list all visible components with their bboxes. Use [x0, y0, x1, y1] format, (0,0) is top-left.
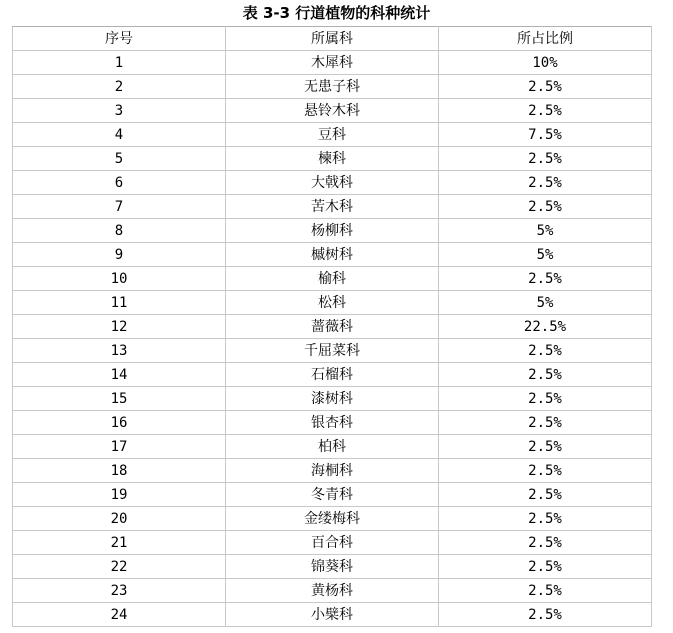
- cell-ratio: 2.5%: [439, 75, 652, 99]
- cell-serial-number: 14: [13, 363, 226, 387]
- header-ratio: 所占比例: [439, 27, 652, 51]
- cell-serial-number: 13: [13, 339, 226, 363]
- cell-family: 蔷薇科: [226, 315, 439, 339]
- table-row: [13, 195, 652, 219]
- table-header-row: [13, 27, 652, 51]
- cell-serial-number: 7: [13, 195, 226, 219]
- cell-ratio: 2.5%: [439, 483, 652, 507]
- cell-ratio: 2.5%: [439, 459, 652, 483]
- table-row: [13, 171, 652, 195]
- cell-family: 榆科: [226, 267, 439, 291]
- cell-family: 槭树科: [226, 243, 439, 267]
- cell-serial-number: 10: [13, 267, 226, 291]
- cell-serial-number: 1: [13, 51, 226, 75]
- cell-serial-number: 21: [13, 531, 226, 555]
- cell-ratio: 2.5%: [439, 507, 652, 531]
- header-serial-number: 序号: [13, 27, 226, 51]
- table-row: [13, 291, 652, 315]
- cell-family: 千屈菜科: [226, 339, 439, 363]
- cell-serial-number: 20: [13, 507, 226, 531]
- table-row: [13, 219, 652, 243]
- cell-family: 苦木科: [226, 195, 439, 219]
- cell-serial-number: 23: [13, 579, 226, 603]
- table-caption: 表 3-3 行道植物的科种统计: [242, 4, 431, 22]
- cell-serial-number: 3: [13, 99, 226, 123]
- cell-family: 悬铃木科: [226, 99, 439, 123]
- cell-family: 楝科: [226, 147, 439, 171]
- cell-ratio: 2.5%: [439, 579, 652, 603]
- table-row: [13, 147, 652, 171]
- cell-ratio: 2.5%: [439, 411, 652, 435]
- family-statistics-table: [12, 26, 652, 627]
- cell-serial-number: 16: [13, 411, 226, 435]
- table-row: [13, 99, 652, 123]
- cell-serial-number: 17: [13, 435, 226, 459]
- cell-family: 银杏科: [226, 411, 439, 435]
- cell-ratio: 22.5%: [439, 315, 652, 339]
- table-row: [13, 555, 652, 579]
- cell-family: 金缕梅科: [226, 507, 439, 531]
- table-row: [13, 363, 652, 387]
- table-row: [13, 459, 652, 483]
- table-row: [13, 243, 652, 267]
- cell-ratio: 2.5%: [439, 387, 652, 411]
- cell-family: 杨柳科: [226, 219, 439, 243]
- cell-ratio: 2.5%: [439, 171, 652, 195]
- cell-serial-number: 15: [13, 387, 226, 411]
- cell-family: 柏科: [226, 435, 439, 459]
- table-row: [13, 315, 652, 339]
- cell-family: 漆树科: [226, 387, 439, 411]
- cell-family: 冬青科: [226, 483, 439, 507]
- cell-serial-number: 12: [13, 315, 226, 339]
- cell-ratio: 7.5%: [439, 123, 652, 147]
- cell-family: 豆科: [226, 123, 439, 147]
- table-row: [13, 267, 652, 291]
- table-row: [13, 123, 652, 147]
- cell-family: 锦葵科: [226, 555, 439, 579]
- table-body: [13, 51, 652, 627]
- cell-ratio: 2.5%: [439, 267, 652, 291]
- cell-family: 大戟科: [226, 171, 439, 195]
- cell-serial-number: 11: [13, 291, 226, 315]
- cell-ratio: 2.5%: [439, 99, 652, 123]
- cell-family: 木犀科: [226, 51, 439, 75]
- table-row: [13, 51, 652, 75]
- cell-serial-number: 18: [13, 459, 226, 483]
- header-family: 所属科: [226, 27, 439, 51]
- table-row: [13, 579, 652, 603]
- cell-serial-number: 6: [13, 171, 226, 195]
- cell-family: 石榴科: [226, 363, 439, 387]
- table-row: [13, 531, 652, 555]
- table-row: [13, 411, 652, 435]
- cell-ratio: 5%: [439, 243, 652, 267]
- cell-serial-number: 4: [13, 123, 226, 147]
- cell-ratio: 10%: [439, 51, 652, 75]
- cell-ratio: 2.5%: [439, 363, 652, 387]
- cell-family: 百合科: [226, 531, 439, 555]
- cell-ratio: 2.5%: [439, 435, 652, 459]
- cell-ratio: 2.5%: [439, 531, 652, 555]
- cell-ratio: 2.5%: [439, 195, 652, 219]
- table-row: [13, 387, 652, 411]
- cell-family: 黄杨科: [226, 579, 439, 603]
- cell-serial-number: 22: [13, 555, 226, 579]
- cell-ratio: 5%: [439, 219, 652, 243]
- cell-family: 无患子科: [226, 75, 439, 99]
- cell-ratio: 2.5%: [439, 603, 652, 627]
- table-row: [13, 435, 652, 459]
- cell-family: 小檗科: [226, 603, 439, 627]
- cell-serial-number: 2: [13, 75, 226, 99]
- cell-ratio: 5%: [439, 291, 652, 315]
- cell-ratio: 2.5%: [439, 339, 652, 363]
- cell-serial-number: 24: [13, 603, 226, 627]
- cell-serial-number: 8: [13, 219, 226, 243]
- table-row: [13, 75, 652, 99]
- cell-family: 松科: [226, 291, 439, 315]
- table-row: [13, 507, 652, 531]
- table-row: [13, 339, 652, 363]
- cell-ratio: 2.5%: [439, 147, 652, 171]
- table-row: [13, 483, 652, 507]
- cell-ratio: 2.5%: [439, 555, 652, 579]
- cell-serial-number: 9: [13, 243, 226, 267]
- cell-family: 海桐科: [226, 459, 439, 483]
- cell-serial-number: 19: [13, 483, 226, 507]
- table-row: [13, 603, 652, 627]
- cell-serial-number: 5: [13, 147, 226, 171]
